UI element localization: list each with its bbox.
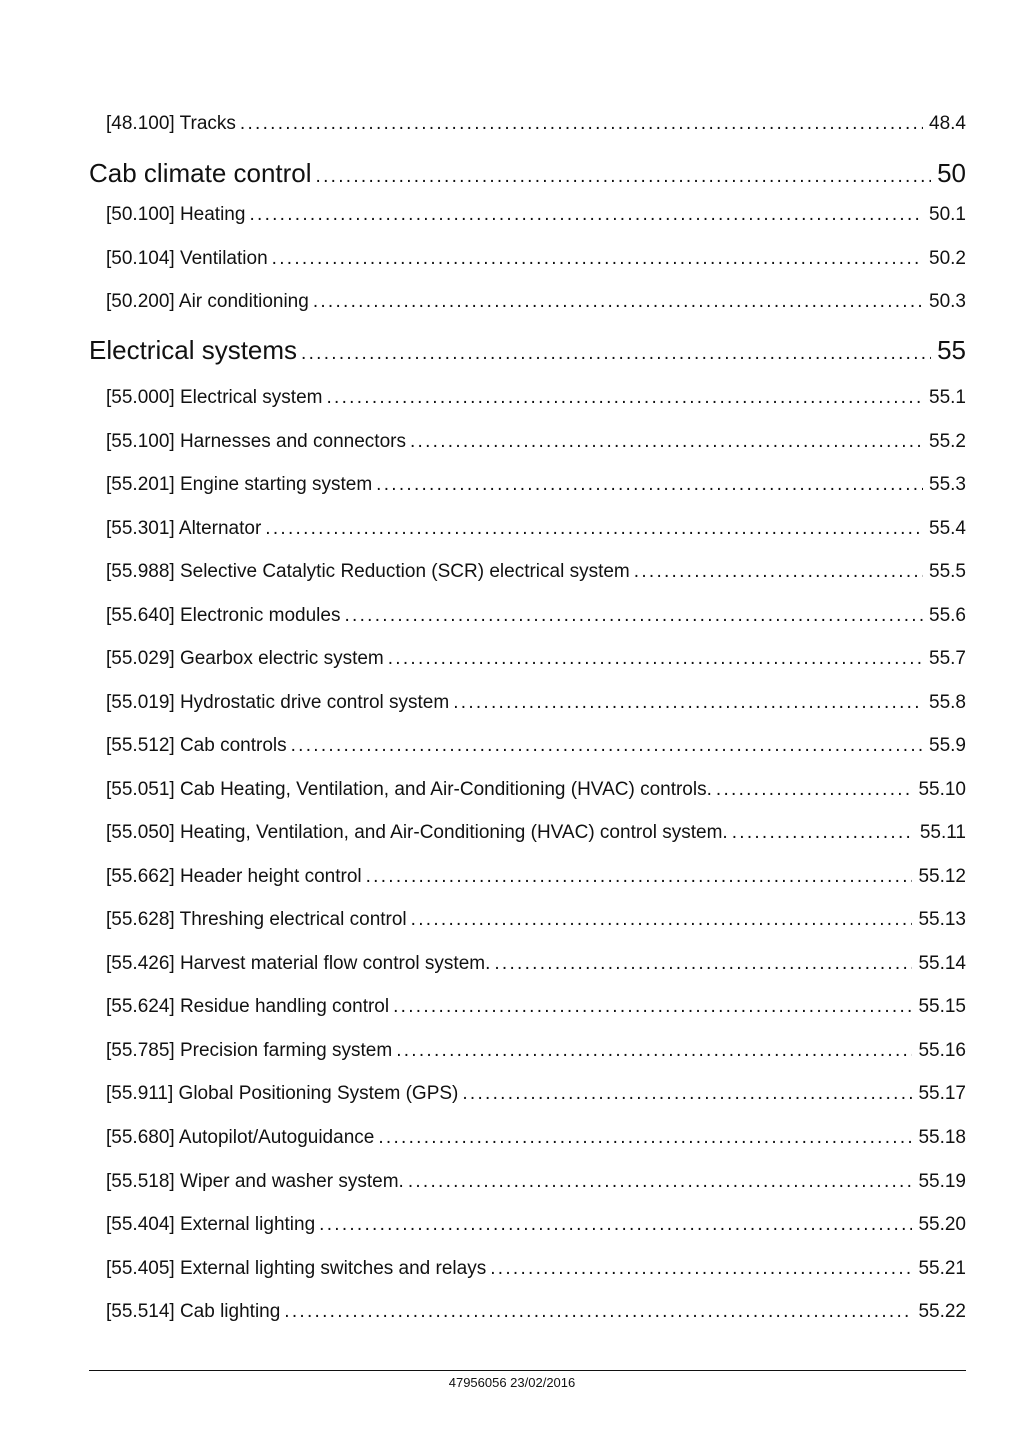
- toc-entry-page-number: 55.7: [929, 648, 966, 669]
- toc-entry-title: [55.514] Cab lighting: [106, 1301, 281, 1322]
- toc-entry-title: Electrical systems: [89, 335, 298, 365]
- toc-entry[interactable]: [106, 648, 966, 670]
- dot-leader: [326, 387, 923, 409]
- toc-entry[interactable]: [106, 561, 966, 583]
- toc-entry-title: [55.628] Threshing electrical control: [106, 909, 407, 930]
- toc-entry[interactable]: [106, 953, 966, 975]
- toc-entry-title: [50.100] Heating: [106, 204, 246, 225]
- toc-entry-title: Cab climate control: [89, 158, 312, 188]
- dot-leader: [634, 561, 923, 583]
- toc-entry-title: [55.785] Precision farming system: [106, 1040, 393, 1061]
- toc-entry-page-number: 55.16: [918, 1040, 966, 1061]
- toc-entry-title: [55.988] Selective Catalytic Reduction (SCR) electrical system: [106, 561, 630, 582]
- toc-entry-title: [55.051] Cab Heating, Ventilation, and Air-Conditioning (HVAC) controls.: [106, 779, 712, 800]
- toc-entry-title: [55.911] Global Positioning System (GPS): [106, 1083, 459, 1104]
- toc-entry-title: [55.050] Heating, Ventilation, and Air-Conditioning (HVAC) control system.: [106, 822, 728, 843]
- toc-entry-page-number: 55.20: [918, 1214, 966, 1235]
- dot-leader: [313, 291, 923, 313]
- toc-entry[interactable]: [106, 1083, 966, 1105]
- dot-leader: [366, 866, 913, 888]
- dot-leader: [732, 822, 914, 844]
- toc-entry[interactable]: [106, 866, 966, 888]
- toc-entry[interactable]: [106, 113, 966, 135]
- dot-leader: [408, 1171, 913, 1193]
- dot-leader: [396, 1040, 912, 1062]
- dot-leader: [284, 1301, 912, 1323]
- toc-entry[interactable]: [106, 1258, 966, 1280]
- toc-entry[interactable]: [106, 779, 966, 801]
- toc-entry-title: [55.640] Electronic modules: [106, 605, 341, 626]
- toc-entry-page-number: 50.3: [929, 291, 966, 312]
- toc-entry[interactable]: [106, 1127, 966, 1149]
- dot-leader: [344, 605, 923, 627]
- toc-section-heading[interactable]: [89, 335, 966, 366]
- toc-entry-page-number: 55.1: [929, 387, 966, 408]
- toc-entry[interactable]: [106, 822, 966, 844]
- dot-leader: [291, 735, 923, 757]
- toc-entry-title: [55.426] Harvest material flow control system.: [106, 953, 491, 974]
- toc-entry[interactable]: [106, 1301, 966, 1323]
- toc-entry[interactable]: [106, 248, 966, 270]
- dot-leader: [249, 204, 923, 226]
- dot-leader: [410, 431, 923, 453]
- toc-entry[interactable]: [106, 291, 966, 313]
- toc-entry-page-number: 55.21: [918, 1258, 966, 1279]
- toc-entry-title: [55.019] Hydrostatic drive control system: [106, 692, 450, 713]
- toc-entry[interactable]: [106, 204, 966, 226]
- toc-entry-title: [55.518] Wiper and washer system.: [106, 1171, 404, 1192]
- dot-leader: [393, 996, 912, 1018]
- toc-entry-page-number: 55.9: [929, 735, 966, 756]
- dot-leader: [376, 474, 923, 496]
- dot-leader: [462, 1083, 912, 1105]
- dot-leader: [272, 248, 923, 270]
- toc-entry[interactable]: [106, 692, 966, 714]
- dot-leader: [316, 166, 932, 188]
- footer-document-id: 47956056 23/02/2016: [448, 1375, 576, 1390]
- toc-entry-title: [48.100] Tracks: [106, 113, 236, 134]
- toc-entry[interactable]: [106, 518, 966, 540]
- toc-entry-page-number: 55: [937, 335, 966, 365]
- dot-leader: [240, 113, 923, 135]
- toc-entry-page-number: 50.2: [929, 248, 966, 269]
- dot-leader: [716, 779, 913, 801]
- toc-entry-title: [55.201] Engine starting system: [106, 474, 373, 495]
- toc-entry-page-number: 50: [937, 158, 966, 188]
- toc-entry-title: [55.680] Autopilot/Autoguidance: [106, 1127, 375, 1148]
- toc-entry-page-number: 55.13: [918, 909, 966, 930]
- toc-entry[interactable]: [106, 1214, 966, 1236]
- toc-entry[interactable]: [106, 1040, 966, 1062]
- dot-leader: [453, 692, 923, 714]
- toc-entry-title: [55.624] Residue handling control: [106, 996, 390, 1017]
- dot-leader: [411, 909, 913, 931]
- toc-entry-title: [50.200] Air conditioning: [106, 291, 309, 312]
- toc-entry-page-number: 55.22: [918, 1301, 966, 1322]
- toc-section-heading[interactable]: [89, 158, 966, 189]
- toc-entry-page-number: 55.3: [929, 474, 966, 495]
- toc-entry-page-number: 55.4: [929, 518, 966, 539]
- toc-entry-page-number: 55.10: [918, 779, 966, 800]
- toc-entry[interactable]: [106, 474, 966, 496]
- footer-divider: [89, 1370, 966, 1371]
- toc-entry-page-number: 55.6: [929, 605, 966, 626]
- toc-entry-page-number: 55.14: [918, 953, 966, 974]
- toc-entry-page-number: 55.2: [929, 431, 966, 452]
- toc-entry-page-number: 55.17: [918, 1083, 966, 1104]
- toc-entry-page-number: 55.19: [918, 1171, 966, 1192]
- toc-entry-page-number: 55.12: [918, 866, 966, 887]
- toc-entry-title: [55.404] External lighting: [106, 1214, 316, 1235]
- toc-entry-title: [55.405] External lighting switches and relays: [106, 1258, 487, 1279]
- toc-entry[interactable]: [106, 996, 966, 1018]
- dot-leader: [378, 1127, 912, 1149]
- toc-entry-page-number: 50.1: [929, 204, 966, 225]
- dot-leader: [319, 1214, 912, 1236]
- dot-leader: [265, 518, 923, 540]
- toc-entry-title: [55.662] Header height control: [106, 866, 362, 887]
- toc-entry-page-number: 55.18: [918, 1127, 966, 1148]
- toc-entry[interactable]: [106, 735, 966, 757]
- toc-entry-title: [55.512] Cab controls: [106, 735, 287, 756]
- toc-entry[interactable]: [106, 605, 966, 627]
- toc-entry-page-number: 48.4: [929, 113, 966, 134]
- toc-entry[interactable]: [106, 909, 966, 931]
- toc-entry-page-number: 55.5: [929, 561, 966, 582]
- toc-entry[interactable]: [106, 431, 966, 453]
- toc-entry-title: [55.100] Harnesses and connectors: [106, 431, 406, 452]
- toc-entry-page-number: 55.8: [929, 692, 966, 713]
- toc-entry[interactable]: [106, 387, 966, 409]
- dot-leader: [388, 648, 923, 670]
- toc-entry[interactable]: [106, 1171, 966, 1193]
- toc-entry-title: [55.000] Electrical system: [106, 387, 323, 408]
- toc-entry-page-number: 55.15: [918, 996, 966, 1017]
- toc-entry-page-number: 55.11: [919, 822, 966, 843]
- toc-entry-title: [55.029] Gearbox electric system: [106, 648, 384, 669]
- dot-leader: [494, 953, 912, 975]
- toc-entry-title: [55.301] Alternator: [106, 518, 262, 539]
- dot-leader: [490, 1258, 912, 1280]
- dot-leader: [301, 343, 931, 365]
- toc-entry-title: [50.104] Ventilation: [106, 248, 268, 269]
